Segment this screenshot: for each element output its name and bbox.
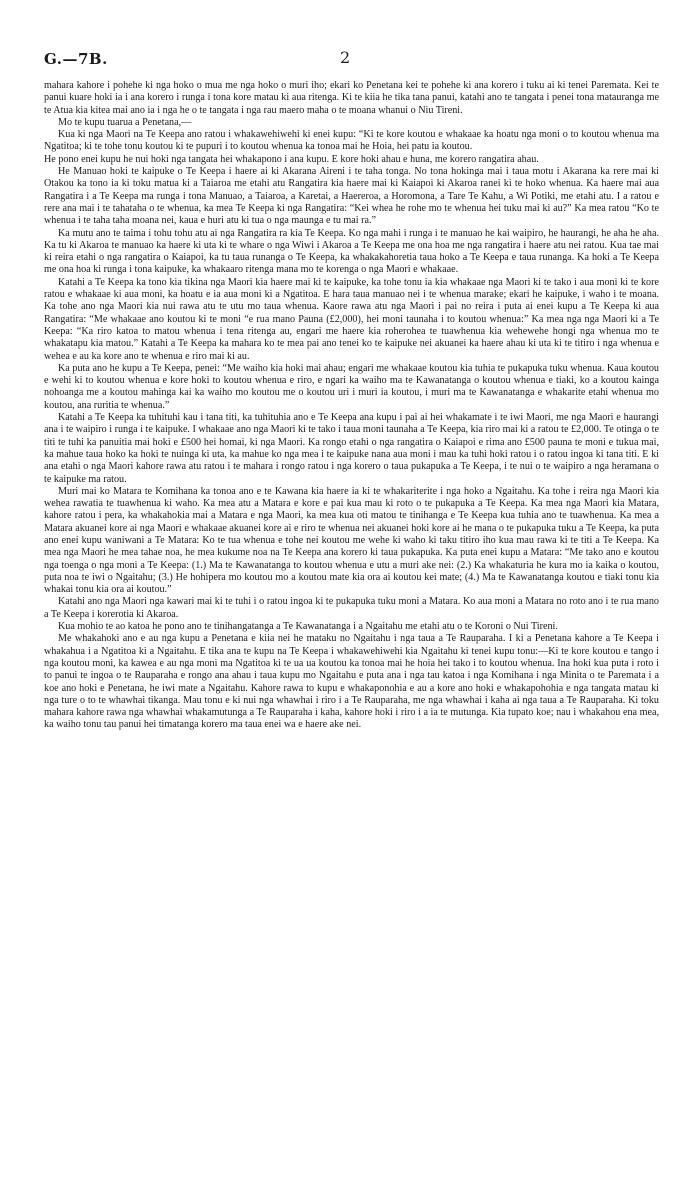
paragraph: Kua ki nga Maori na Te Keepa ano ratou i whakawehiwehi ki enei kupu: “Ki te kore koutou e whakaae ka hoatu nga moni o to koutou whenua ma Ngatitoa; ki te tohe tonu koutou ki te pupuri i to koutou whenua ka tonoa mai he Hoia, hei patu ia koutou.	[44, 129, 659, 153]
document-page	[44, 50, 659, 1170]
paragraph-continuation: mahara kahore i pohehe ki nga hoko o mua me nga hoko o muri iho; ekari ko Penetana kei te pohehe ki ana korero i tuku ai ki tenei Paremata. Kei te panui kuare hoki ia i ana korero i runga i tona kore matau ki aua ritenga. Ki te kiia he tika tana panui, katahi ano te tangata i penei tona matauranga me te Atua kia kitea mai ano ia i nga he o te tangata i nga rau maero maha o te moana whanui o Niu Tireni.	[44, 80, 659, 116]
document-reference: G.—7B.	[44, 50, 108, 68]
paragraph: Ka puta ano he kupu a Te Keepa, penei: “Me waiho kia hoki mai ahau; engari me whakaae koutou kia tuhia te pukapuka tuku whenua. Kaua koutou e wehi ki to koutou whenua e kore hoki to koutou whenua e riro, e ngari ka waiho ma te Kawanatanga o koutou whenua e tiaki, ko a koutou kainga nohoanga me a koutou mahinga kai ka waiho mo koutou me o koutou uri i muri ia koutou, i muri ma te Kawanatanga e whakarite etahi whenua mo koutou, ana ruritia te whenua.”	[44, 362, 659, 411]
paragraph: Katahi a Te Keepa ka tuhituhi kau i tana titi, ka tuhituhia ano e Te Keepa ana kupu i pai ai hei whakamate i te iwi Maori, me nga Maori e haurangi ana i te waipiro i runga i te kaipuke. I whakaae ano nga Maori ki te tako i taua moni taunaha a Te Keepa, kia riro mai ki a ratou te £2,000. Te otinga o te titi te tuhi ka panuitia mai hoki e £500 hei homai, ki nga Maori. Ka rongo etahi o nga rangatira o Kaiapoi e rima ano £500 pauna te moni e tukua mai, ka mahue taua hoko ka hoki te nuinga ki uta, ka mahue ko nga mea i te kaipuke nana aua moni i mau ka tuhi hoki ratou i o ratou ingoa ki tana titi. E ki ana etahi o nga Maori kahore rawa atu ratou i te mahara i rongo ratou i nga korero o taua pukapuka a Te Keepa, i te nui o te waipiro a nga heramana o te kaipuke ma ratou.	[44, 412, 659, 485]
paragraph: Kua mohio te ao katoa he pono ano te tinihangatanga a Te Kawanatanga i a Ngaitahu me etahi atu o te Koroni o Nui Tireni.	[58, 621, 558, 633]
body-text	[44, 80, 659, 732]
paragraph: Me whakahoki ano e au nga kupu a Penetana e kiia nei he mataku no Ngaitahu i nga taua a Te Rauparaha. I ki a Penetana kahore a Te Keepa i whakahua i a Ngatitoa ki a Ngaitahu. E tika ana te kupu na Te Keepa i whakawehiwehi kia Ngaitahu ki tenei kupu tonu:—Ki te kore koutou e tango i nga koutou moni, ka kawea e au nga moni ma Ngatitoa ki te ua ua koutou ka tonoa mai he hoia hei tako i to koutou whenua. Ina hoki kua puta i roto i to panui te ingoa o te Rauparaha e rongo ana ahau i taua kupu mo Ngaitahu e puta ana i nga tau katoa i nga Komihana i nga Minita o te Paremata i a koe ano hoki e Penetana, he iwi mate a Ngaitahu. Kahore rawa to kupu e whakaponohia e au a kore ano hoki e whakapohohia e nga tangata matau ki nga ture o to te whawhai tikanga. Mau tonu e ki nui nga whawhai i riro i a Te Rauparaha, me nga whawhai i kaha ai nga taua a Te Rauparaha. Ki toku mahara kahore rawa nga whawhai whakamutunga a Te Rauparaha i kaha, kahore hoki i riro i a ia te mutunga. Kia tupato koe; nau i whakahou ena mea, ka waiho tonu tau panui hei timatanga korero ma taua enei wa e haere ake nei.	[44, 633, 659, 731]
paragraph: Mo te kupu tuarua a Penetana,—	[58, 116, 192, 128]
page-header	[44, 50, 659, 78]
paragraph: Katahi a Te Keepa ka tono kia tikina nga Maori kia haere mai ki te kaipuke, ka tohe tonu ia kia whakaae nga Maori ki te tako i aua moni ki te kore ratou e whakaae ki aua moni, ka hoatu e ia aua moni ki a Ngatitoa. E hara taua manuao nei i te whenua marake; ekari he kaipuke, i waho i te moana. Ka tohe ano nga Maori kia nui rawa atu te utu mo taua whenua. Kaore rawa atu nga Maori i pai no reira i puta ai enei kupu a Te Keepa ki aua Rangatira: “Me whakaae ano koutou ki te moni “e rua mano Pauna (£2,000), hei moni taunaha i to koutou whenua:” Ka mea nga nga Maori ki a Te Keepa: “Ka riro katoa to matou whenua i tena ritenga au, engari me haere kia roherohea te tuawhenua kia wehewehe hongi nga whenua mo te whakatapu kia matou.” Katahi a Te Keepa ka mahara ko te mea pai ano tenei ko te kaipuke nei akuanei ka haere ahau ki uta ki te titiro i nga whenua e wehea e au ka kore ano te whenua e riro mai ki au.	[44, 276, 659, 362]
paragraph: He Manuao hoki te kaipuke o Te Keepa i haere ai ki Akarana Aireni i te taha tonga. No tona hokinga mai i taua motu i Akarana ka rere mai ki Otakou ka tono ia ki toku matua ki a Taiaroa me etahi atu Rangatira kia haere mai ki Kaiapoi ki Akaroa ranei ki te hoko whenua. Ka haere mai aua Rangatira i a Te Keepa ma runga i tona Manuao, a Taiaroa, a Karetai, a Haereroa, a Horomona, a Tare Te Kahu, a Wi Potiki, me etahi atu. I a ratou e rere ana mai i te tahataha o te whenua, ka mea Te Keepa ki nga Rangatira: “Kei whea he rohe mo te whenua hei tuku mai ki au?” Ka mea ratou “Ko te whenua i te taha taha moana nei, kaua e huri atu ki tua o nga maunga e tu mai ra.”	[44, 166, 659, 227]
paragraph: Ka mutu ano te taima i tohu tohu atu ai nga Rangatira ra kia Te Keepa. Ko nga mahi i runga i te manuao he kai waipiro, he haurangi, he aha he aha. Ka tu ki Akaroa te manuao ka haere ki uta ki te whare o nga Wiwi i Akaroa a Te Keepa me ona hoa me nga rangatira i haere atu nei ratou. Kua tae mai ki reira etahi o nga rangatira o Kaiapoi, ka tu taua runanga o Te Keepa, ka whakakahoretia taua hoko a Te Keepa e taua runanga. Ka hoki a Te Keepa me ona hoa ki runga i tona kaipuke, ka whakaaro ritenga mana mo te korenga o nga Maori e whakaae.	[44, 227, 659, 276]
paragraph: Katahi ano nga Maori nga kawari mai ki te tuhi i o ratou ingoa ki te pukapuka tuku moni a Matara. Ko aua moni a Matara no roto ano i te rua mano a Te Keepa i korerotia ki Akaroa.	[44, 596, 659, 620]
paragraph: He pono enei kupu he nui hoki nga tangata hei whakapono i ana kupu. E kore hoki ahau e huna, me korero rangatira ahau.	[44, 153, 539, 165]
page-number: 2	[340, 48, 351, 67]
paragraph: Muri mai ko Matara te Komihana ka tonoa ano e te Kawana kia haere ia ki te whakariterite i nga hoko a Ngaitahu. Ka tohe i reira nga Maori kia wehea rawatia te tuawhenua ki waho. Ka mea atu a Matara e kore e pai kua mau ki roto o te pukapuka a Te Keepa. Ka mea nga Maori kia Matara, kahore ratou i pera, ka whakahokia mai a Matara e nga Maori, ka mea kua oti matou te tinihanga e Te Keepa kua tuhia ano te tuawhenua. Ka mea a Matara akuanei kore ai nga Maori e whakaae akuanei kore ai e riro te whenua nei akuanei hoki kore ai he mana o te pukapuka tuku a Te Keepa, ka puta ano enei kupu waniwani a Te Matara: Ko te tua whenua e tohe nei koutou me wehe ki waho ki taku titiro iho kua mau rawa ki te titi a Te Keepa. Ka mea nga Maori he mea tahae noa, he mea kukume noa na Te Keepa ana korero ki taua pukapuka. Ka puta enei kupu a Matara: “Me tako ano e koutou nga toenga o nga moni a Te Keepa: (1.) Ma te Kawanatanga to koutou whenua e utu a muri ake nei: (2.) Ka whakaturia he kura mo ia kaika o koutou, puta noa te iwi o Ngaitahu; (3.) He hohipera mo koutou mo a koutou mate kia ora ai koutou kei mate; (4.) Ma te Kawanatanga koutou e tiaki tonu kia whakai tonu kia ora ai koutou.”	[44, 485, 659, 596]
